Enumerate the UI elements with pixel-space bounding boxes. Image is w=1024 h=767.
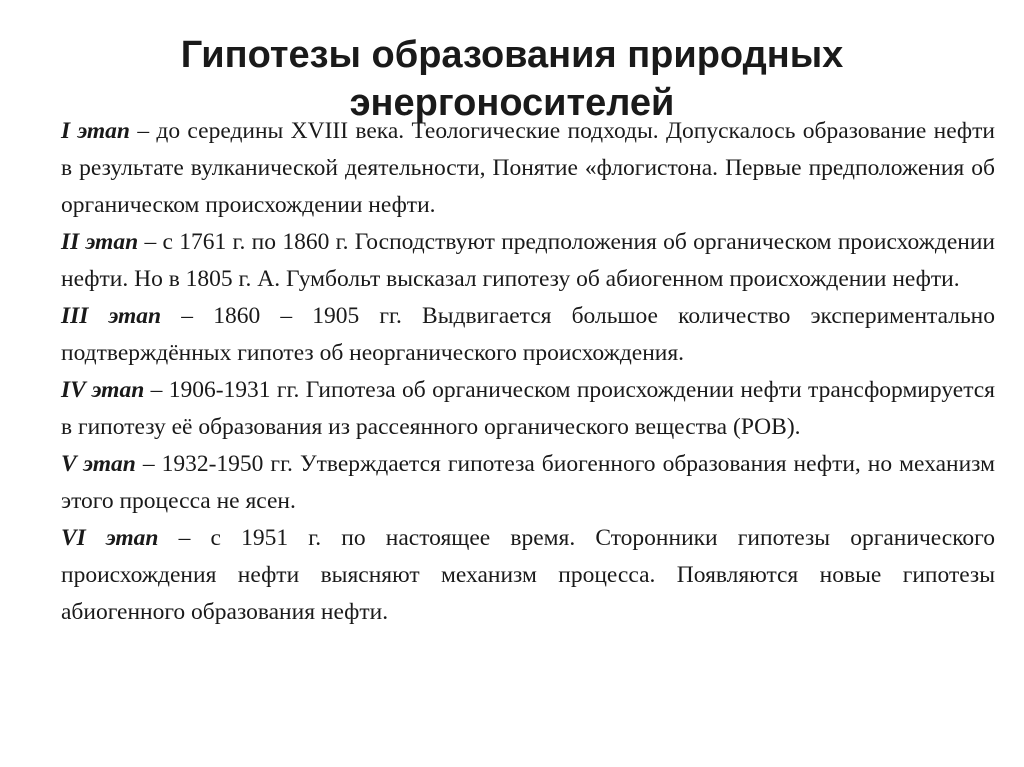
stage-label: V этап	[61, 451, 136, 477]
stage-paragraph-4	[61, 372, 995, 446]
stage-paragraph-2	[61, 224, 995, 298]
stage-label: IV этап	[61, 377, 145, 403]
stage-description: – с 1951 г. по настоящее время. Сторонники гипотезы органического происхождения нефти выясняют механизм процесса. Появляются новые гипотезы абиогенного образования нефти.	[61, 525, 995, 625]
stage-description: – 1906-1931 гг. Гипотеза об органическом происхождении нефти трансформируется в гипотезу её образования из рассеянного органического вещества (РОВ).	[61, 377, 995, 440]
stage-description: – 1860 – 1905 гг. Выдвигается большое количество экспериментально подтверждённых гипотез об неорганического происхождения.	[61, 303, 995, 366]
stage-label: II этап	[61, 229, 139, 255]
slide-title-line-1: Гипотезы образования природных	[180, 34, 844, 77]
stage-label: I этап	[61, 118, 131, 144]
stage-description: – до середины XVIII века. Теологические подходы. Допускалось образование нефти в результате вулканической деятельности, Понятие «флогистона. Первые предположения об органическом происхождении нефти.	[61, 118, 996, 218]
stages-text-block	[61, 113, 995, 631]
stage-paragraph-1	[61, 113, 995, 224]
stage-label: III этап	[61, 303, 162, 329]
stage-paragraph-3	[61, 298, 995, 372]
stage-paragraph-6	[61, 520, 995, 631]
stage-description: – с 1761 г. по 1860 г. Господствуют предположения об органическом происхождении нефти. Но в 1805 г. А. Гумбольт высказал гипотезу об абиогенном происхождении нефти.	[61, 229, 995, 292]
stage-paragraph-5	[61, 446, 995, 520]
stage-description: – 1932-1950 гг. Утверждается гипотеза биогенного образования нефти, но механизм этого процесса не ясен.	[61, 451, 995, 514]
stage-label: VI этап	[61, 525, 159, 551]
slide-title-line-2: энергоносителей	[349, 82, 675, 125]
